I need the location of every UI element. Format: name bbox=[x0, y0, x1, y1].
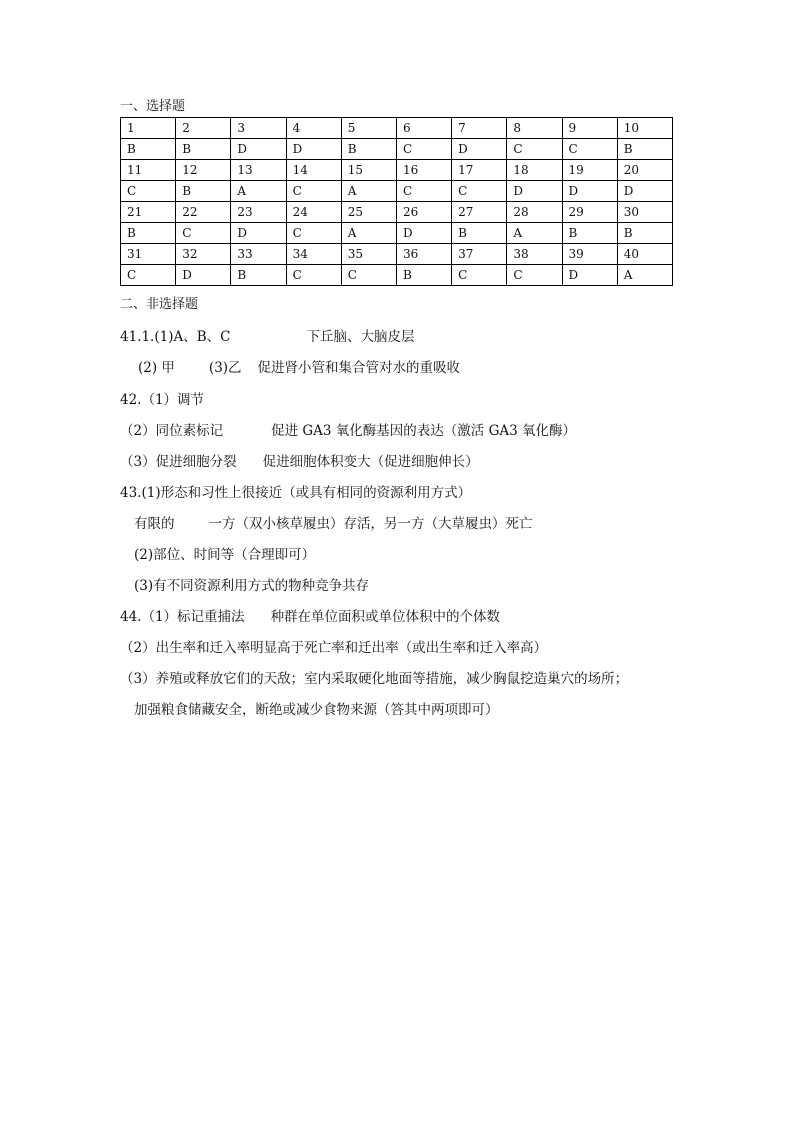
answer-letter-cell: B bbox=[452, 223, 507, 244]
q42-part3-answer: （3）促进细胞分裂 bbox=[120, 454, 237, 470]
question-number-cell: 33 bbox=[231, 244, 286, 265]
q41-part3-explanation: 促进肾小管和集合管对水的重吸收 bbox=[257, 360, 461, 376]
question-number-cell: 35 bbox=[341, 244, 396, 265]
answer-letter-row bbox=[121, 139, 673, 160]
answer-letter-cell: D bbox=[452, 139, 507, 160]
answer-letter-cell: B bbox=[562, 223, 617, 244]
q44-part1-method: 44.（1）标记重捕法 bbox=[120, 609, 245, 625]
question-number-row bbox=[121, 118, 673, 139]
q43-line-2 bbox=[134, 515, 533, 533]
question-number-cell: 39 bbox=[562, 244, 617, 265]
question-number-cell: 29 bbox=[562, 202, 617, 223]
answer-letter-cell: B bbox=[396, 265, 451, 286]
question-number-cell: 4 bbox=[286, 118, 341, 139]
answer-letter-cell: A bbox=[507, 223, 562, 244]
question-number-cell: 2 bbox=[176, 118, 231, 139]
question-number-cell: 20 bbox=[617, 160, 672, 181]
answer-letter-cell: A bbox=[341, 223, 396, 244]
answer-letter-row bbox=[121, 223, 673, 244]
question-number-cell: 18 bbox=[507, 160, 562, 181]
question-number-cell: 27 bbox=[452, 202, 507, 223]
question-number-cell: 17 bbox=[452, 160, 507, 181]
question-number-cell: 32 bbox=[176, 244, 231, 265]
question-number-cell: 12 bbox=[176, 160, 231, 181]
question-number-cell: 16 bbox=[396, 160, 451, 181]
q43-part1-answer: 43.(1)形态和习性上很接近（或具有相同的资源利用方式） bbox=[120, 485, 472, 501]
answer-letter-cell: A bbox=[341, 181, 396, 202]
answer-letter-cell: B bbox=[121, 139, 176, 160]
question-number-cell: 8 bbox=[507, 118, 562, 139]
q43-part3-answer: (3)有不同资源利用方式的物种竞争共存 bbox=[134, 578, 370, 594]
answer-letter-cell: A bbox=[231, 181, 286, 202]
q43-line-1 bbox=[120, 484, 471, 502]
question-number-cell: 37 bbox=[452, 244, 507, 265]
q44-line-3 bbox=[120, 670, 628, 688]
answer-letter-cell: C bbox=[341, 265, 396, 286]
q42-line-3 bbox=[120, 453, 479, 471]
answer-letter-cell: D bbox=[507, 181, 562, 202]
question-number-cell: 34 bbox=[286, 244, 341, 265]
question-number-cell: 28 bbox=[507, 202, 562, 223]
q42-part2-effect: 促进 GA3 氧化酶基因的表达（激活 GA3 氧化酶） bbox=[271, 423, 577, 439]
question-number-cell: 15 bbox=[341, 160, 396, 181]
answer-letter-cell: B bbox=[176, 139, 231, 160]
q43-line-3 bbox=[134, 546, 315, 564]
question-number-row bbox=[121, 160, 673, 181]
q43-part1-result: 一方（双小核草履虫）存活，另一方（大草履虫）死亡 bbox=[208, 516, 533, 532]
answer-letter-cell: B bbox=[231, 265, 286, 286]
q41-line-2 bbox=[138, 359, 460, 377]
answer-letter-cell: D bbox=[176, 265, 231, 286]
answer-letter-cell: C bbox=[452, 265, 507, 286]
q43-line-4 bbox=[134, 577, 369, 595]
question-number-cell: 36 bbox=[396, 244, 451, 265]
answer-letter-cell: C bbox=[121, 181, 176, 202]
answer-letter-cell: D bbox=[396, 223, 451, 244]
answer-letter-cell: B bbox=[341, 139, 396, 160]
q44-part2-answer: （2）出生率和迁入率明显高于死亡率和迁出率（或出生率和迁入率高） bbox=[120, 640, 548, 656]
answer-letter-cell: C bbox=[286, 181, 341, 202]
q42-part2-method: （2）同位素标记 bbox=[120, 423, 224, 439]
question-number-cell: 7 bbox=[452, 118, 507, 139]
question-number-cell: 21 bbox=[121, 202, 176, 223]
q44-line-1 bbox=[120, 608, 500, 626]
question-number-cell: 3 bbox=[231, 118, 286, 139]
section-title-choice: 一、选择题 bbox=[120, 99, 186, 114]
q42-line-1 bbox=[120, 391, 204, 409]
answer-letter-cell: C bbox=[507, 265, 562, 286]
question-number-cell: 14 bbox=[286, 160, 341, 181]
answer-letter-cell: D bbox=[286, 139, 341, 160]
question-number-cell: 19 bbox=[562, 160, 617, 181]
question-number-cell: 38 bbox=[507, 244, 562, 265]
q44-part1-definition: 种群在单位面积或单位体积中的个体数 bbox=[270, 609, 501, 625]
answer-letter-cell: B bbox=[121, 223, 176, 244]
q42-part1-answer: 42.（1）调节 bbox=[120, 392, 205, 408]
answer-letter-cell: B bbox=[617, 223, 672, 244]
question-number-cell: 11 bbox=[121, 160, 176, 181]
q44-line-2 bbox=[120, 639, 547, 657]
answer-table bbox=[120, 117, 673, 286]
answer-letter-cell: D bbox=[617, 181, 672, 202]
answer-letter-cell: C bbox=[396, 181, 451, 202]
q41-part1-location: 下丘脑、大脑皮层 bbox=[306, 329, 415, 345]
question-number-cell: 40 bbox=[617, 244, 672, 265]
question-number-cell: 25 bbox=[341, 202, 396, 223]
section-title-non-choice: 二、非选择题 bbox=[120, 297, 199, 312]
answer-letter-cell: C bbox=[452, 181, 507, 202]
question-number-cell: 13 bbox=[231, 160, 286, 181]
answer-letter-cell: C bbox=[176, 223, 231, 244]
answer-letter-cell: C bbox=[396, 139, 451, 160]
question-number-row bbox=[121, 244, 673, 265]
question-number-cell: 9 bbox=[562, 118, 617, 139]
answer-letter-cell: B bbox=[617, 139, 672, 160]
q43-part1-limited: 有限的 bbox=[134, 516, 175, 532]
answer-letter-cell: D bbox=[562, 181, 617, 202]
answer-letter-row bbox=[121, 265, 673, 286]
q44-part3-answer-1: （3）养殖或释放它们的天敌；室内采取硬化地面等措施，减少胸鼠挖造巢穴的场所； bbox=[120, 671, 629, 687]
answer-letter-cell: D bbox=[231, 139, 286, 160]
answer-letter-cell: D bbox=[231, 223, 286, 244]
q42-part3-explanation: 促进细胞体积变大（促进细胞伸长） bbox=[262, 454, 479, 470]
question-number-cell: 5 bbox=[341, 118, 396, 139]
question-number-cell: 22 bbox=[176, 202, 231, 223]
q42-line-2 bbox=[120, 422, 576, 440]
answer-letter-cell: D bbox=[562, 265, 617, 286]
q44-line-4 bbox=[134, 701, 499, 719]
q41-line-1 bbox=[120, 328, 414, 346]
question-number-cell: 24 bbox=[286, 202, 341, 223]
q41-part1-answer: 41.1.(1)A、B、C bbox=[120, 329, 231, 345]
answer-letter-cell: C bbox=[286, 223, 341, 244]
question-number-cell: 30 bbox=[617, 202, 672, 223]
answer-letter-cell: B bbox=[176, 181, 231, 202]
question-number-cell: 10 bbox=[617, 118, 672, 139]
q41-part3-answer: (3)乙 bbox=[208, 360, 242, 376]
q43-part2-answer: (2)部位、时间等（合理即可） bbox=[134, 547, 316, 563]
answer-letter-cell: C bbox=[121, 265, 176, 286]
q41-part2-answer: (2) 甲 bbox=[138, 360, 175, 376]
q44-part3-answer-2: 加强粮食储藏安全，断绝或减少食物来源（答其中两项即可） bbox=[134, 702, 499, 718]
answer-letter-cell: C bbox=[286, 265, 341, 286]
question-number-cell: 26 bbox=[396, 202, 451, 223]
question-number-cell: 6 bbox=[396, 118, 451, 139]
question-number-cell: 23 bbox=[231, 202, 286, 223]
question-number-row bbox=[121, 202, 673, 223]
answer-letter-cell: C bbox=[507, 139, 562, 160]
question-number-cell: 1 bbox=[121, 118, 176, 139]
answer-letter-cell: C bbox=[562, 139, 617, 160]
question-number-cell: 31 bbox=[121, 244, 176, 265]
answer-letter-cell: A bbox=[617, 265, 672, 286]
answer-table-body bbox=[121, 118, 673, 286]
answer-letter-row bbox=[121, 181, 673, 202]
